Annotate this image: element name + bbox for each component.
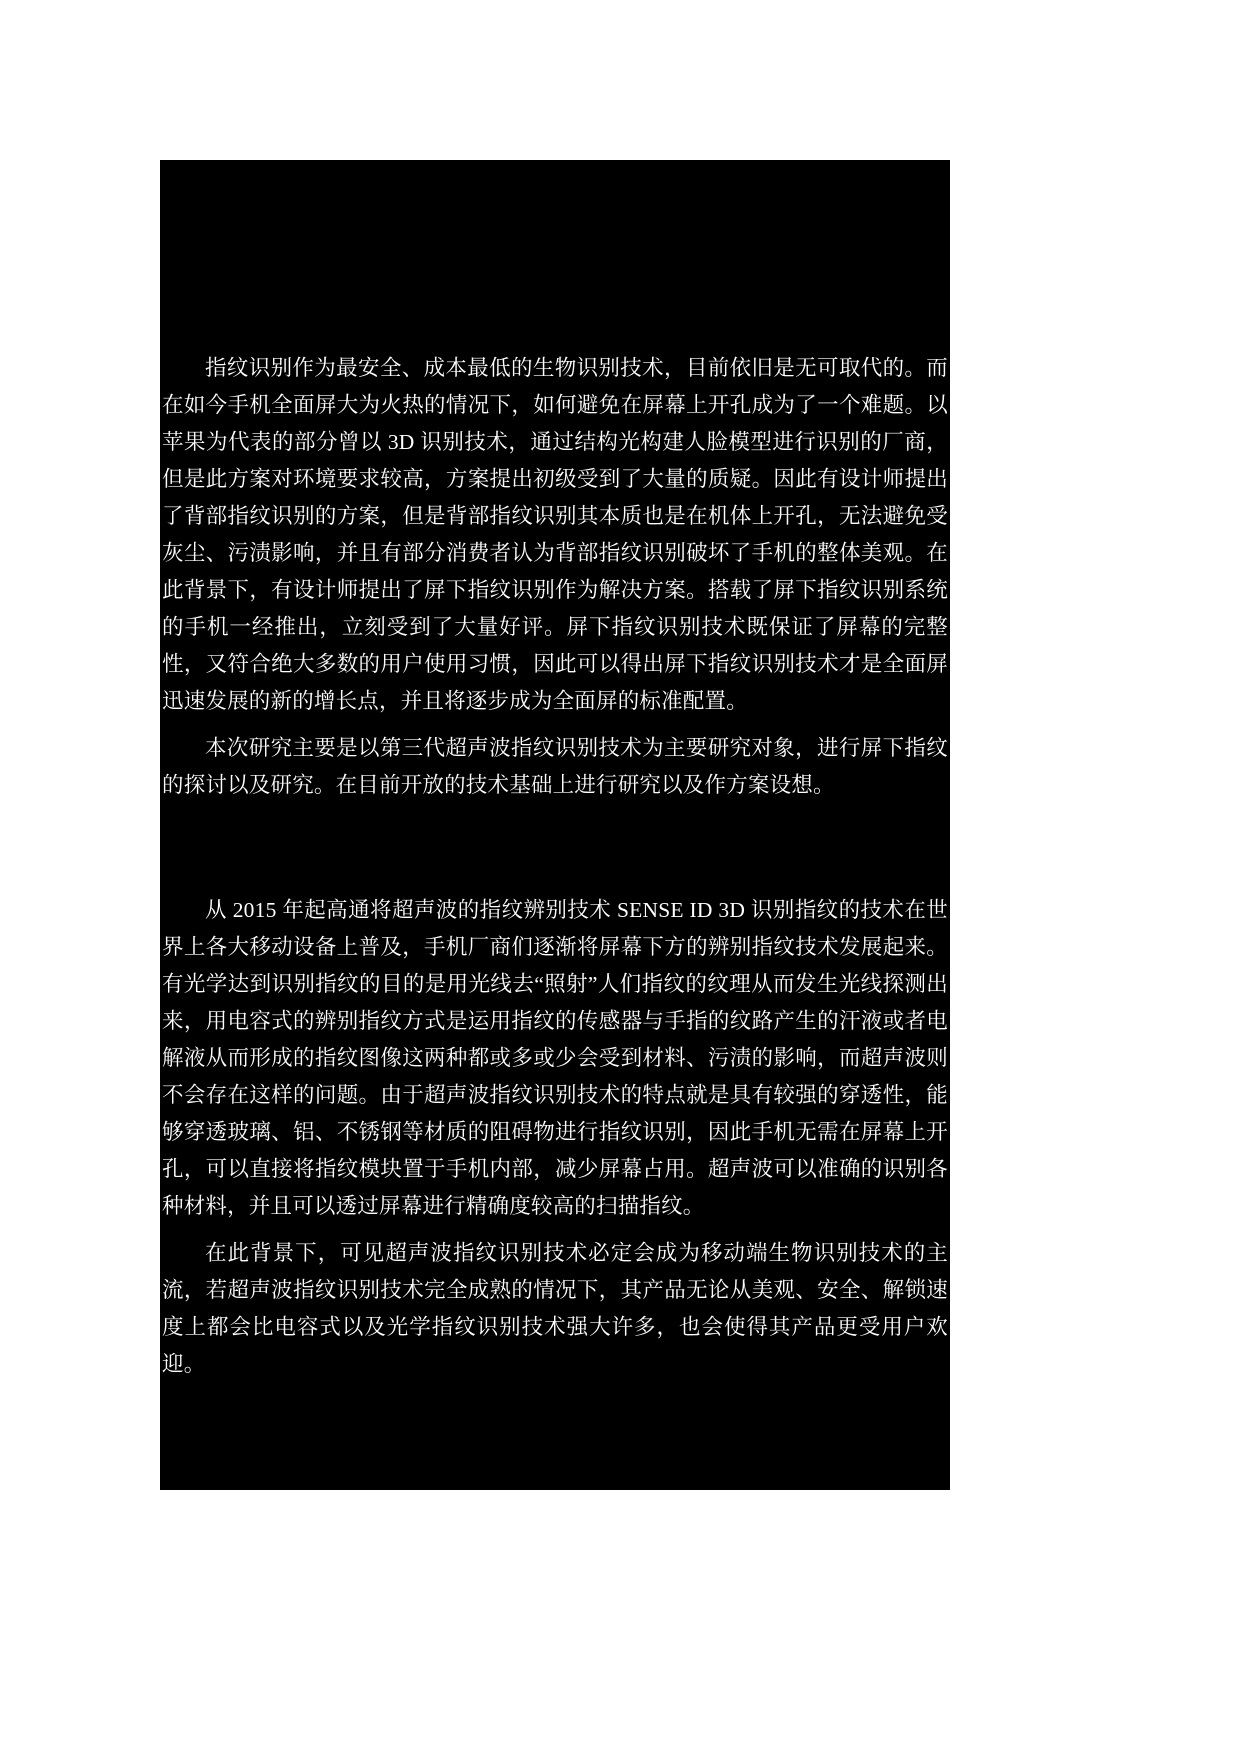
title-area	[160, 160, 950, 350]
section-spacer	[160, 804, 950, 856]
paragraph-spacer	[160, 720, 950, 730]
paragraph-3: 从 2015 年起高通将超声波的指纹辨别技术 SENSE ID 3D 识别指纹的技术在世界上各大移动设备上普及，手机厂商们逐渐将屏幕下方的辨别指纹技术发展起来。有光学达到识别指纹的目的是用光线去“照射”人们指纹的纹理从而发生光线探测出来，用电容式的辨别指纹方式是运用指纹的传感器与手指的纹路产生的汗液或者电解液从而形成的指纹图像这两种都或多或少会受到材料、污渍的影响，而超声波则不会存在这样的问题。由于超声波指纹识别技术的特点就是具有较强的穿透性，能够穿透玻璃、铝、不锈钢等材质的阻碍物进行指纹识别，因此手机无需在屏幕上开孔，可以直接将指纹模块置于手机内部，减少屏幕占用。超声波可以准确的识别各种材料，并且可以透过屏幕进行精确度较高的扫描指纹。	[162, 898, 948, 1218]
paragraph-4: 在此背景下，可见超声波指纹识别技术必定会成为移动端生物识别技术的主流，若超声波指纹识别技术完全成熟的情况下，其产品无论从美观、安全、解锁速度上都会比电容式以及光学指纹识别技术强大许多，也会使得其产品更受用户欢迎。	[162, 1241, 948, 1376]
document-text-block	[160, 160, 950, 1490]
page-tail-area	[160, 1383, 950, 1443]
paragraph-spacer-2	[160, 1225, 950, 1235]
paragraph-1: 指纹识别作为最安全、成本最低的生物识别技术，目前依旧是无可取代的。而在如今手机全面屏大为火热的情况下，如何避免在屏幕上开孔成为了一个难题。以苹果为代表的部分曾以 3D 识别技术，通过结构光构建人脸模型进行识别的厂商，但是此方案对环境要求较高，方案提出初级受到了大量的质疑。因此有设计师提出了背部指纹识别的方案，但是背部指纹识别其本质也是在机体上开孔，无法避免受灰尘、污渍影响，并且有部分消费者认为背部指纹识别破坏了手机的整体美观。在此背景下，有设计师提出了屏下指纹识别作为解决方案。搭载了屏下指纹识别系统的手机一经推出，立刻受到了大量好评。屏下指纹识别技术既保证了屏幕的完整性，又符合绝大多数的用户使用习惯，因此可以得出屏下指纹识别技术才是全面屏迅速发展的新的增长点，并且将逐步成为全面屏的标准配置。	[162, 356, 948, 713]
paragraph-2: 本次研究主要是以第三代超声波指纹识别技术为主要研究对象，进行屏下指纹的探讨以及研究。在目前开放的技术基础上进行研究以及作方案设想。	[162, 736, 948, 797]
section-heading-2	[160, 856, 950, 892]
